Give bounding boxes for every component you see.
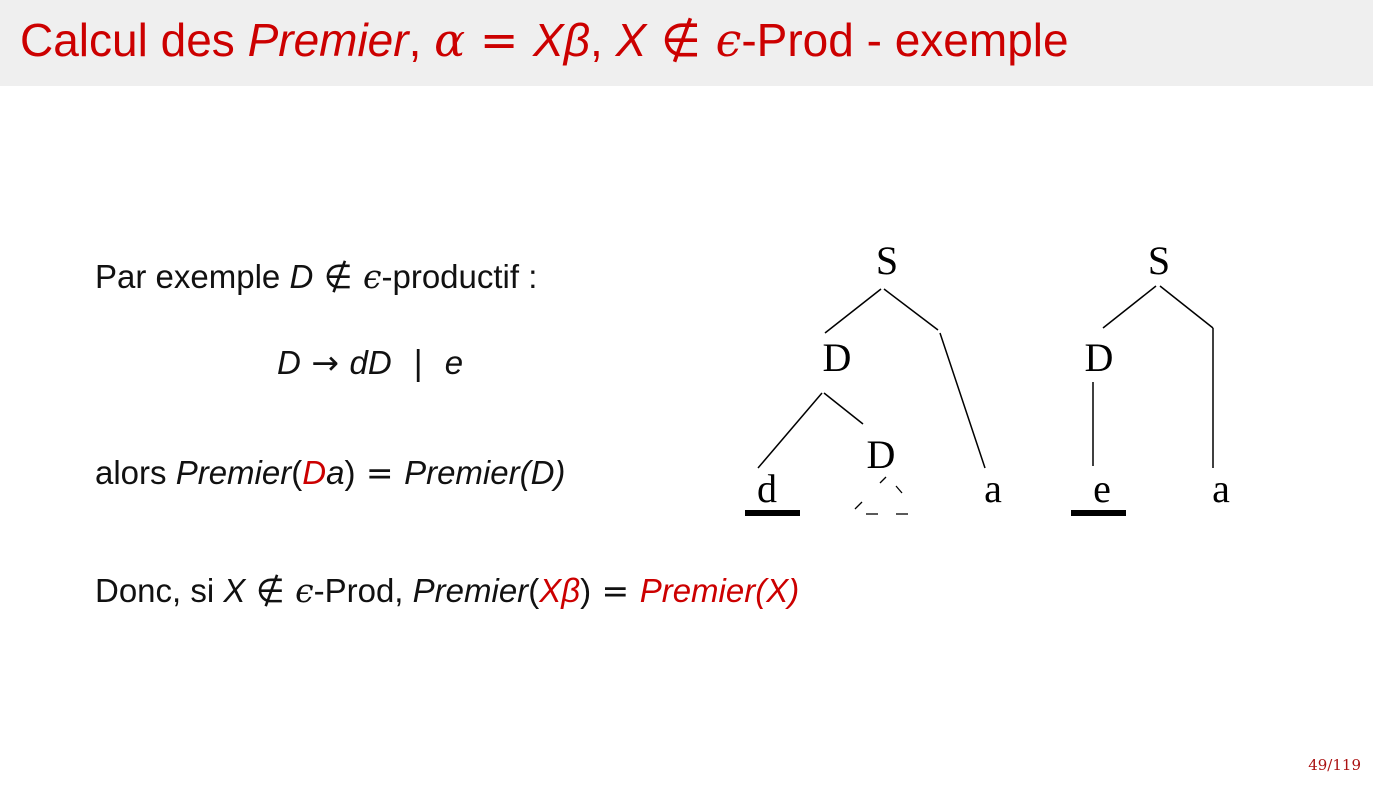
- tree2-leaf-a: a: [1212, 466, 1230, 511]
- conclusion-line: alors Premier(Da) = Premier(D): [95, 453, 566, 492]
- tree1-leaf-a: a: [984, 466, 1002, 511]
- tree2-root: S: [1147, 238, 1171, 283]
- example-line: Par exemple D ∉ ϵ-productif :: [95, 257, 538, 296]
- tree1-leaf-d: d: [757, 466, 777, 511]
- grammar-rule: D → dD | e: [277, 343, 464, 382]
- tree1-root: S: [875, 238, 899, 283]
- general-rule-line: Donc, si X ∉ ϵ-Prod, Premier(Xβ) = Premier(X): [95, 571, 800, 610]
- tree2-leaf-e: e: [1093, 466, 1111, 511]
- tree1-node-d2: D: [866, 432, 896, 477]
- tree1-node-d: D: [822, 335, 852, 380]
- tree1-dashed-triangle: [855, 477, 908, 514]
- page-number: 49/119: [1308, 756, 1361, 774]
- tree2-node-d: D: [1084, 335, 1114, 380]
- slide-title: Calcul des Premier, α = Xβ, X ∉ ϵ-Prod - exemple: [20, 13, 1069, 67]
